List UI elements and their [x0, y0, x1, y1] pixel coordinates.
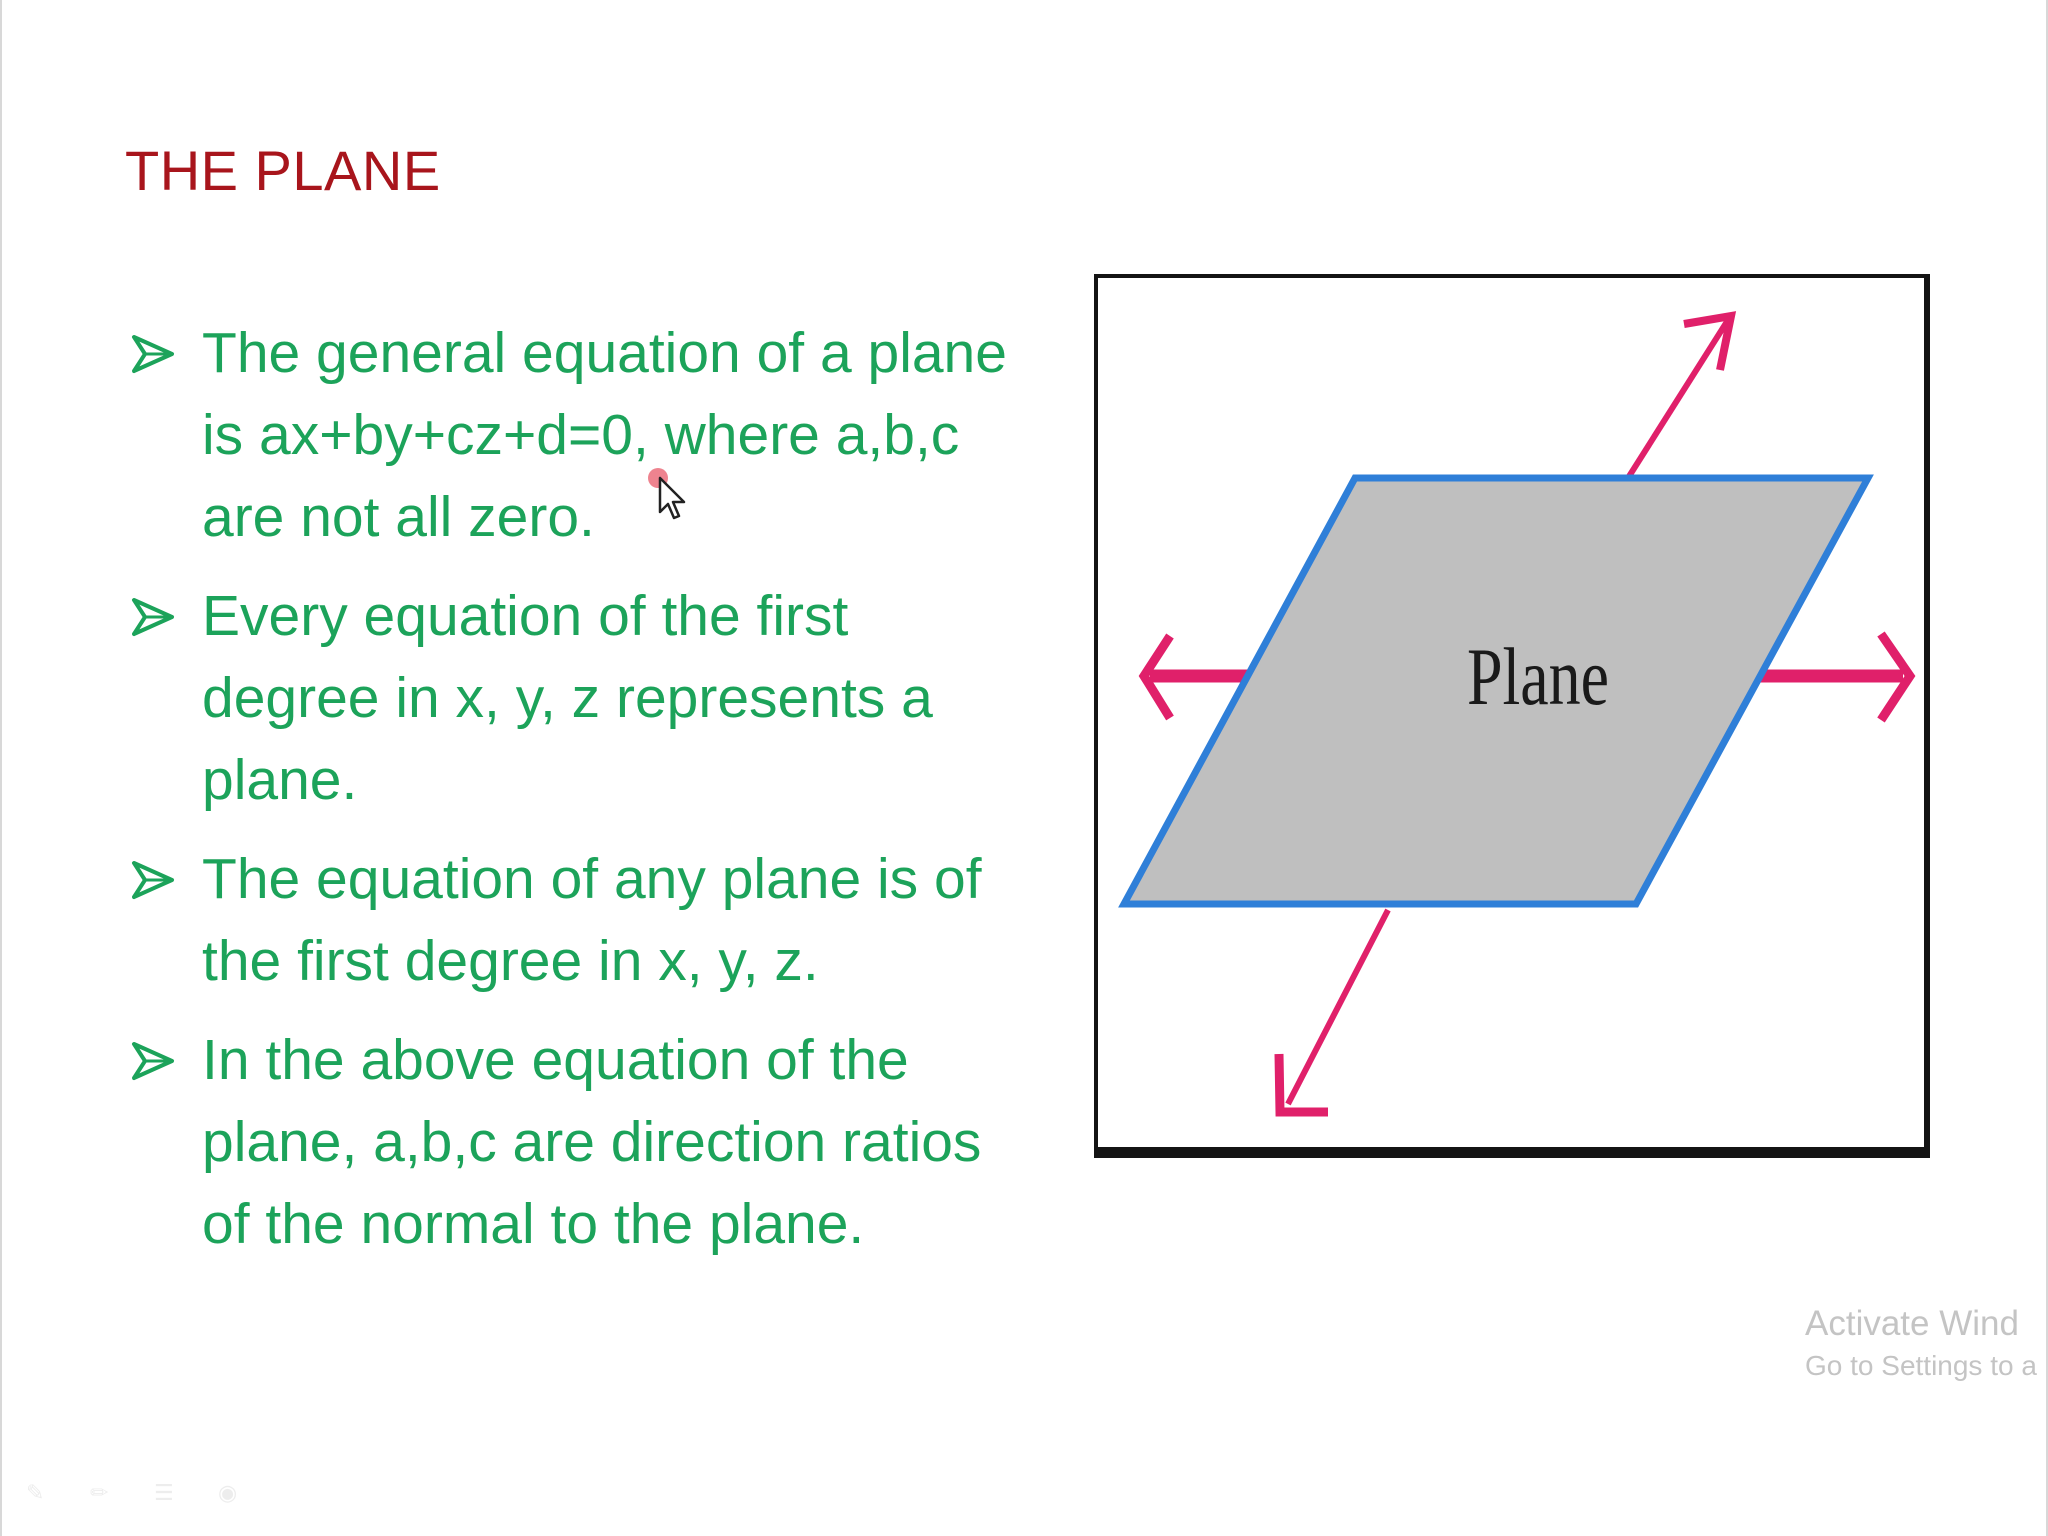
menu-icon[interactable]: ☰: [154, 1480, 174, 1505]
mouse-cursor-icon: [648, 466, 688, 522]
slideshow-toolbar: [26, 1482, 252, 1504]
activate-windows-watermark: [1805, 1302, 2037, 1386]
plane-label: Plane: [1466, 631, 1610, 722]
bullet-text: In the above equation of the plane, a,b,c are direction ratios of the normal to the plane.: [202, 1028, 982, 1256]
bullet-item-3: [127, 838, 1007, 1002]
arrow-bullet-icon: [131, 332, 175, 376]
arrow-bullet-icon: [131, 858, 175, 902]
bullet-text: The equation of any plane is of the first degree in x, y, z.: [202, 847, 982, 993]
watermark-title: Activate Wind: [1805, 1304, 2019, 1343]
arrow-right: [1758, 634, 1910, 720]
bullet-item-4: [127, 1019, 1007, 1265]
highlighter-icon[interactable]: ✏: [90, 1480, 109, 1505]
normal-arrow-down: [1279, 910, 1388, 1112]
bullet-item-2: [127, 575, 1007, 821]
bullet-text: The general equation of a plane is ax+by+cz+d=0, where a,b,c are not all zero.: [202, 321, 1007, 549]
bullet-text: Every equation of the first degree in x, y, z represents a plane.: [202, 584, 933, 812]
eye-icon[interactable]: ◉: [218, 1480, 238, 1505]
arrow-bullet-icon: [131, 1039, 175, 1083]
pen-icon[interactable]: ✎: [26, 1480, 45, 1505]
watermark-subtitle: Go to Settings to a: [1805, 1350, 2037, 1381]
normal-arrow-up: [1628, 316, 1731, 478]
plane-figure: [1094, 274, 1930, 1158]
bullet-list: [127, 312, 1007, 1282]
arrow-bullet-icon: [131, 595, 175, 639]
slide-title: THE PLANE: [125, 139, 441, 202]
bullet-item-1: [127, 312, 1007, 558]
